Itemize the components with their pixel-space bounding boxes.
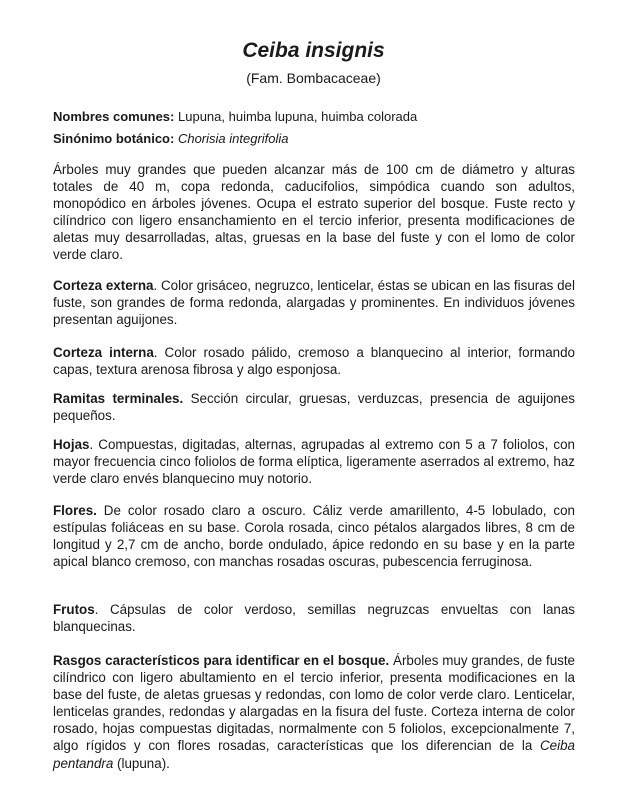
frutos-label: Frutos (53, 602, 95, 617)
rasgos-species: Ceiba pentandra (53, 738, 575, 771)
rasgos-paragraph (53, 652, 575, 772)
rasgos-closing: (lupuna). (113, 755, 170, 771)
rasgos-text: Árboles muy grandes, de fuste cilíndrico con ligero abultamiento en el tercio inferior, presenta modificaciones en la base del fuste, de aletas gruesas y redondas, con lomo de color verde claro. Lenticelar, lenticelas grandes, redondas y alargadas en la fisura del fuste. Corteza interna de color rosado, hojas compuestas digitadas, normalmente con 5 foliolos, excepcionalmente 7, algo rígidos y con flores rosadas, características que los diferencian de la (53, 653, 576, 754)
corteza-interna-label: Corteza interna (53, 345, 154, 360)
common-names-value: Lupuna, huimba lupuna, huimba colorada (178, 109, 418, 124)
synonym-line (53, 130, 575, 147)
rasgos-label: Rasgos característicos para identificar en el bosque. (53, 653, 390, 668)
hojas-paragraph (53, 436, 575, 487)
corteza-interna-text: . Color rosado pálido, cremoso a blanquecino al interior, formando capas, textura arenosa fibrosa y algo esponjosa. (53, 345, 575, 378)
corteza-interna-paragraph (53, 344, 575, 378)
flores-text: De color rosado claro a oscuro. Cáliz verde amarillento, 4-5 lobulado, con estípulas foliáceas en su base. Corola rosada, cinco pétalos alargados libres, 8 cm de longitud y 2,7 cm de ancho, borde ondulado, ápice redondo en su base y en la parte apical blanco cremoso, con manchas rosadas oscuras, pubescencia ferruginosa. (53, 503, 575, 570)
ramitas-text: Sección circular, gruesas, verduzcas, presencia de aguijones pequeños. (53, 391, 575, 424)
flores-label: Flores. (53, 503, 97, 518)
hojas-text: . Compuestas, digitadas, alternas, agrupadas al extremo con 5 a 7 foliolos, con mayor frecuencia cinco foliolos de forma elíptica, ligeramente aserrados al extremo, haz verde claro envés blanquecino muy notorio. (53, 437, 575, 487)
species-title: Ceiba insignis (242, 39, 385, 62)
description-paragraph: Árboles muy grandes que pueden alcanzar más de 100 cm de diámetro y alturas totales de 40 m, copa redonda, caducifolios, simpódica cuando son adultos, monopódico en árboles jóvenes. Ocupa el estrato superior del bosque. Fuste recto y cilíndrico con ligero ensanchamiento en el tercio inferior, presenta modificaciones de aletas muy desarrolladas, altas, gruesas en la base del fuste y con el lomo de color verde claro. (53, 162, 575, 263)
common-names-line (53, 108, 575, 125)
hojas-label: Hojas (53, 437, 90, 452)
common-names-label: Nombres comunes: (53, 109, 175, 124)
synonym-label: Sinónimo botánico: (53, 131, 175, 146)
frutos-paragraph (53, 601, 575, 635)
frutos-text: . Cápsulas de color verdoso, semillas negruzcas envueltas con lanas blanquecinas. (53, 602, 575, 635)
flores-paragraph (53, 502, 575, 570)
family-name: (Fam. Bombacaceae) (246, 70, 381, 86)
corteza-externa-text: . Color grisáceo, negruzco, lenticelar, éstas se ubican en las fisuras del fuste, son grandes de forma redonda, alargadas y prominentes. En individuos jóvenes presentan aguijones. (53, 278, 575, 328)
corteza-externa-paragraph (53, 277, 575, 328)
ramitas-label: Ramitas terminales. (53, 391, 184, 406)
ramitas-paragraph (53, 390, 575, 424)
corteza-externa-label: Corteza externa (53, 278, 154, 293)
synonym-value: Chorisia integrifolia (177, 131, 289, 146)
